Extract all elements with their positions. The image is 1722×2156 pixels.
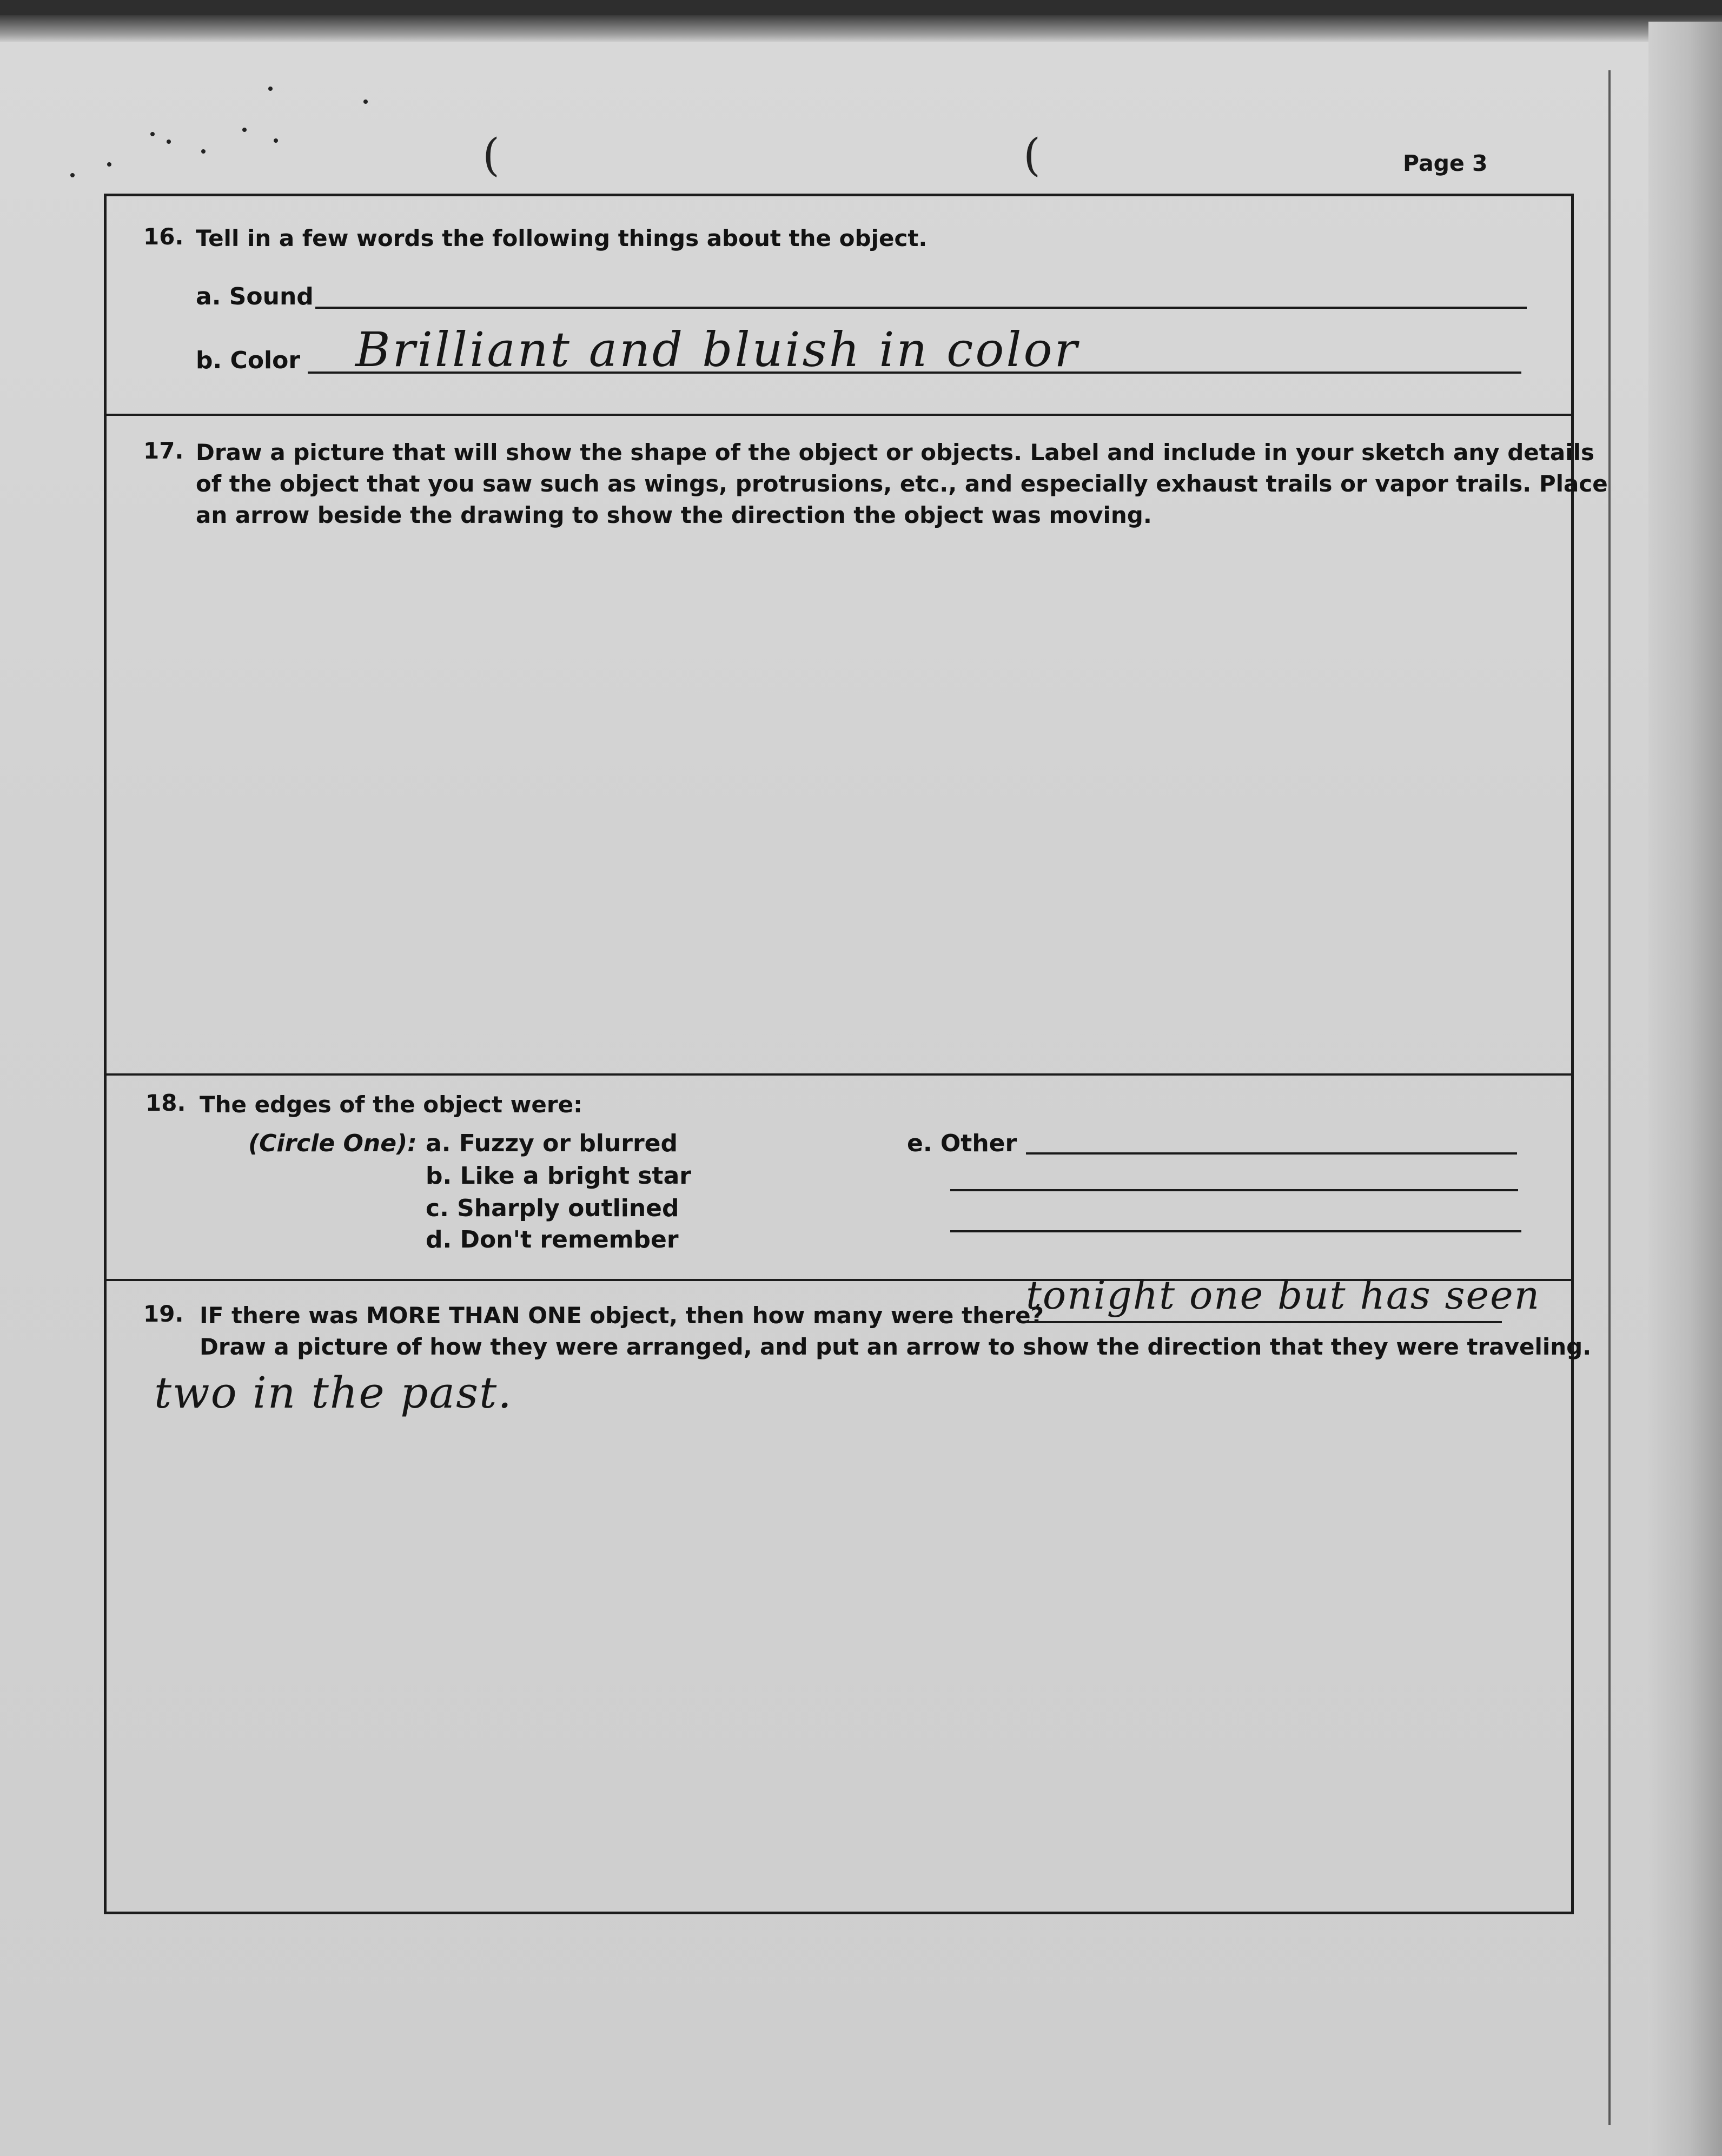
scan-speck <box>107 162 111 167</box>
question-19-line-1: IF there was MORE THAN ONE object, then how many were there? <box>200 1302 1044 1329</box>
question-number: 19. <box>143 1301 184 1327</box>
questionnaire-form <box>104 194 1608 1914</box>
other-answer-line[interactable] <box>1026 1152 1517 1155</box>
other-answer-line-3[interactable] <box>950 1230 1521 1232</box>
question-17-line-2: of the object that you saw such as wings, protrusions, etc., and especially exhaust trails or vapor trails. Place <box>196 470 1608 497</box>
section-divider <box>107 414 1571 416</box>
question-17-line-1: Draw a picture that will show the shape of the object or objects. Label and include in your sketch any details <box>196 439 1594 466</box>
scan-speck <box>268 87 273 91</box>
question-number: 16. <box>143 223 184 250</box>
sound-answer-line <box>315 307 1527 309</box>
edge-option-c[interactable]: c. Sharply outlined <box>426 1195 679 1222</box>
scan-right-edge <box>1648 22 1722 2156</box>
right-margin-line <box>1608 70 1611 2125</box>
binder-hole-mark-right: ( <box>1023 130 1041 181</box>
count-answer: tonight one but has seen <box>1026 1272 1541 1318</box>
arrangement-sketch-area <box>117 1435 1561 1900</box>
question-number: 17. <box>143 437 184 464</box>
page-number: Page 3 <box>1403 150 1488 176</box>
scan-speck <box>70 173 75 177</box>
scan-top-shadow <box>0 15 1722 42</box>
question-number: 18. <box>145 1090 186 1116</box>
scan-speck <box>201 149 206 154</box>
question-18-prompt: The edges of the object were: <box>200 1091 582 1118</box>
other-answer-line-2[interactable] <box>950 1189 1518 1191</box>
circle-one-instruction: (Circle One): <box>248 1130 417 1157</box>
scan-speck <box>363 99 368 104</box>
sketch-area <box>117 542 1561 1094</box>
question-16-prompt: Tell in a few words the following things about the object. <box>196 225 928 251</box>
question-17-line-3: an arrow beside the drawing to show the direction the object was moving. <box>196 502 1152 528</box>
edge-option-d[interactable]: d. Don't remember <box>426 1226 679 1253</box>
count-answer-continued: two in the past. <box>154 1368 513 1418</box>
binder-hole-mark-left: ( <box>482 130 500 181</box>
section-divider <box>107 1073 1571 1076</box>
scan-speck <box>274 138 278 143</box>
question-19-line-2: Draw a picture of how they were arranged, and put an arrow to show the direction that they were traveling. <box>200 1334 1592 1360</box>
count-answer-line <box>1026 1321 1502 1323</box>
edge-option-e-other[interactable]: e. Other <box>907 1130 1017 1157</box>
scan-speck <box>167 140 171 144</box>
sound-label: a. Sound <box>196 283 314 310</box>
scan-speck <box>242 128 247 132</box>
edge-option-b[interactable]: b. Like a bright star <box>426 1162 691 1190</box>
edge-option-a[interactable]: a. Fuzzy or blurred <box>426 1130 678 1157</box>
color-label: b. Color <box>196 347 301 374</box>
color-answer: Brilliant and bluish in color <box>355 322 1079 377</box>
scan-speck <box>150 132 155 136</box>
